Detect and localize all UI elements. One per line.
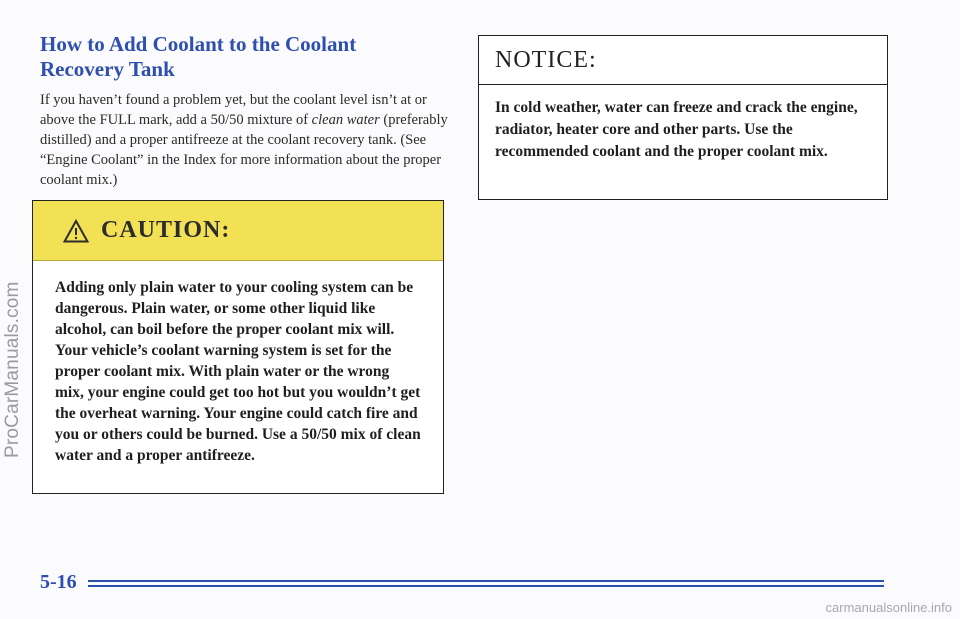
notice-box [478, 35, 888, 200]
notice-title: NOTICE: [495, 46, 597, 73]
intro-paragraph [40, 90, 452, 190]
caution-text: Adding only plain water to your cooling system can be dangerous. Plain water, or some other liquid like alcohol, can boil before the proper coolant mix will. Your vehicle’s coolant warning system is set for the proper coolant mix. With plain water or the wrong mix, your engine could get too hot but you wouldn’t get the overheat warning. Your engine could catch fire and you or others could be burned. Use a 50/50 mix of clean water and a proper antifreeze. [55, 279, 421, 464]
caution-header [33, 201, 443, 261]
notice-text: In cold weather, water can freeze and crack the engine, radiator, heater core and other parts. Use the recommended coolant and the proper coolant mix. [495, 99, 858, 160]
caution-title: CAUTION: [101, 217, 231, 243]
site-credit: carmanualsonline.info [825, 600, 952, 615]
section-title: How to Add Coolant to the Coolant Recovery Tank [40, 32, 357, 81]
page-number: 5-16 [40, 571, 77, 593]
warning-triangle-icon [63, 219, 89, 243]
caution-box [32, 200, 444, 494]
footer-rule-line-bottom [88, 585, 884, 587]
footer-rule [88, 580, 884, 587]
footer-rule-line-top [88, 580, 884, 582]
notice-header [479, 36, 887, 85]
intro-text-start: If you haven’t found a problem yet, but the coolant level isn’t at or above the FULL mark, add a 50/50 mixture of [40, 92, 427, 128]
watermark: ProCarManuals.com [2, 281, 23, 459]
intro-text-end: (preferably distilled) and a proper antifreeze at the coolant recovery tank. (See “Engine Coolant” in the Index for more information about the proper coolant mix.) [40, 112, 448, 188]
intro-emphasis: clean water [311, 112, 380, 128]
